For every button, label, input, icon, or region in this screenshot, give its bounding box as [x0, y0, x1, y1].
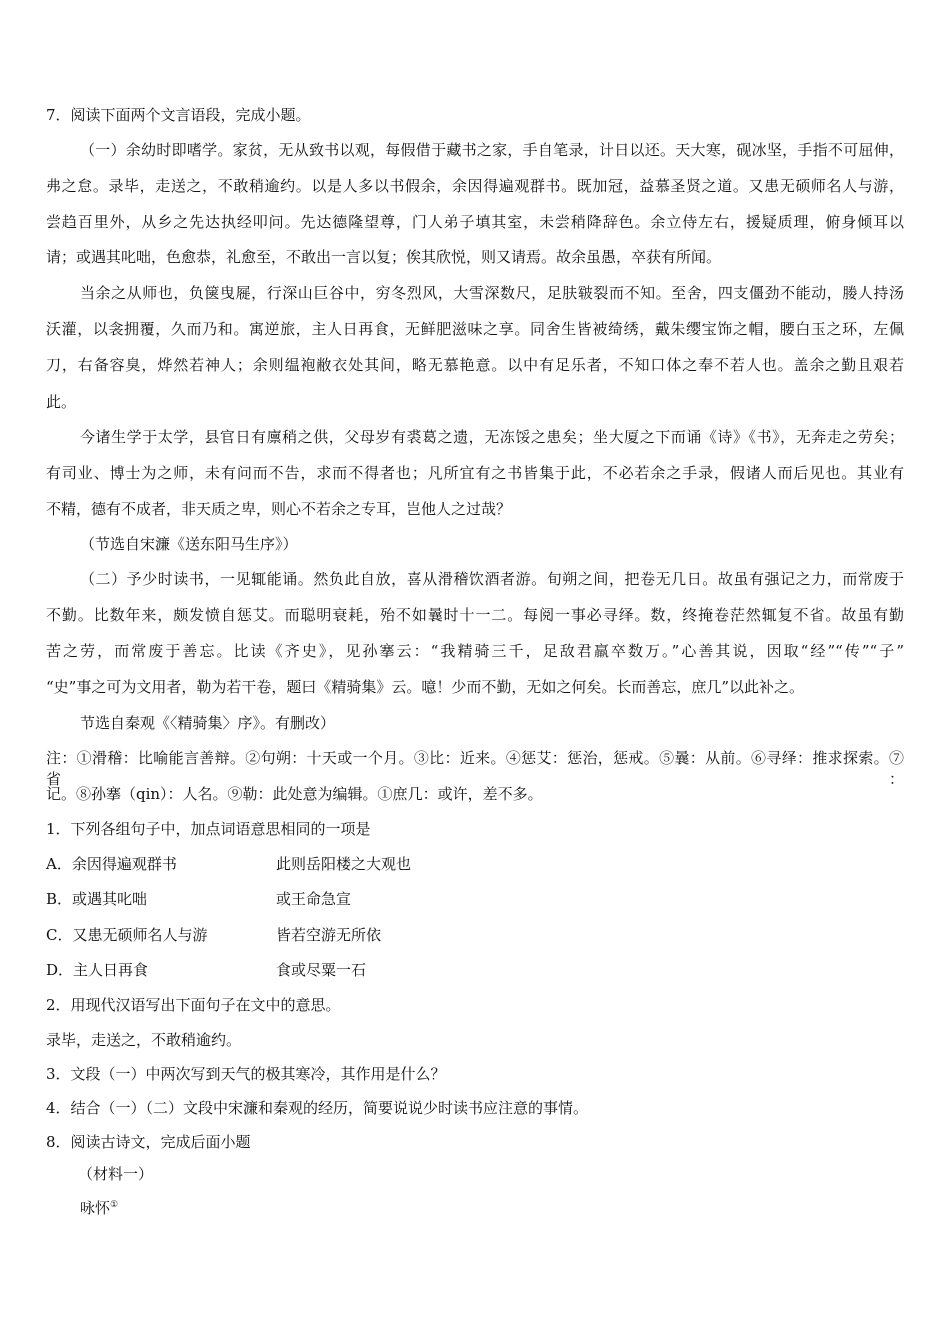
option-c-right: 皆若空游无所依: [276, 926, 382, 944]
sub-question-3: 3．文段（一）中两次写到天气的极其寒冷，其作用是什么？: [46, 1065, 446, 1083]
option-c-left: C．又患无硕师名人与游: [46, 926, 208, 944]
passage-3-line: 不精，德有不成者，非天质之卑，则心不若余之专耳，岂他人之过哉？: [46, 500, 512, 518]
passage-2-line: 刀，右备容臭，烨然若神人；余则缊袍敝衣处其间，略无慕艳意。以中有足乐者，不知口体之奉不若人也。盖余之勤且艰若: [46, 356, 904, 374]
poem-title: 咏怀: [80, 1199, 111, 1217]
option-d-right: 食或尽粟一石: [276, 961, 367, 979]
passage-3-line: 今诸生学于太学，县官日有廪稍之供，父母岁有裘葛之遗，无冻馁之患矣；坐大厦之下而诵《诗》《书》，无奔走之劳矣；: [80, 428, 904, 446]
notes-line: 记。⑧孙搴（qin）：人名。⑨勒：此处意为编辑。①庶几：或许，差不多。: [46, 785, 543, 803]
passage-4-line: 苦之劳，而常废于善忘。比读《齐史》，见孙搴云：“我精骑三千，足敌君羸卒数万。”心善其说，因取“经”“传”“子”: [46, 642, 904, 660]
option-d: [46, 959, 646, 979]
source-2: 节选自秦观《〈精骑集〉序》。有删改）: [80, 714, 336, 732]
passage-3-line: 有司业、博士为之师，未有问而不告，求而不得者也；凡所宜有之书皆集于此，不必若余之手录，假诸人而后见也。其业有: [46, 464, 904, 482]
poem-footnote-mark: ①: [110, 1200, 119, 1210]
option-c: [46, 924, 646, 944]
sub-question-2-sentence: 录毕，走送之，不敢稍逾约。: [46, 1031, 242, 1049]
poem-title-line: [80, 1197, 118, 1218]
option-b: [46, 888, 646, 908]
passage-4-line: 不勤。比数年来，颇发愤自惩艾。而聪明衰耗，殆不如曩时十一二。每阅一事必寻绎。数，终掩卷茫然辄复不省。故虽有勤: [46, 606, 904, 624]
option-a-right: 此则岳阳楼之大观也: [276, 855, 412, 873]
q8-title: 8．阅读古诗文，完成后面小题: [46, 1133, 251, 1151]
option-d-left: D．主人日再食: [46, 961, 149, 979]
material-label: （材料一）: [78, 1165, 154, 1183]
sub-question-1-stem: 1．下列各组句子中，加点词语意思相同的一项是: [46, 820, 371, 838]
option-b-right: 或王命急宣: [276, 890, 352, 908]
passage-1-line: 请；或遇其叱咄，色愈恭，礼愈至，不敢出一言以复；俟其欣悦，则又请焉。故余虽愚，卒获有所闻。: [46, 248, 722, 266]
passage-1-line: （一）余幼时即嗜学。家贫，无从致书以观，每假借于藏书之家，手自笔录，计日以还。天大寒，砚冰坚，手指不可屈伸，: [80, 141, 904, 159]
passage-4-line: “史”事之可为文用者，勒为若干卷，题曰《精骑集》云。噫！少而不勤，无如之何矣。长而善忘，庶几”以此补之。: [46, 678, 805, 696]
passage-1-line: 弗之怠。录毕，走送之，不敢稍逾约。以是人多以书假余，余因得遍观群书。既加冠，益慕圣贤之道。又患无硕师名人与游，: [46, 177, 904, 195]
notes-line: 注：①滑稽：比喻能言善辩。②句朔：十天或一个月。③比：近来。④惩艾：惩治，惩戒。⑤曩：从前。⑥寻绎：推求探索。⑦省：: [46, 749, 904, 788]
source-1: （节选自宋濂《送东阳马生序》）: [80, 535, 298, 553]
passage-1-line: 尝趋百里外，从乡之先达执经叩问。先达德隆望尊，门人弟子填其室，未尝稍降辞色。余立侍左右，援疑质理，俯身倾耳以: [46, 213, 904, 231]
option-b-left: B．或遇其叱咄: [46, 890, 148, 908]
option-a-left: A．余因得遍观群书: [46, 855, 177, 873]
q7-title: 7．阅读下面两个文言语段，完成小题。: [46, 106, 311, 124]
option-a: [46, 853, 646, 873]
sub-question-4: 4．结合（一）（二）文段中宋濂和秦观的经历，简要说说少时读书应注意的事情。: [46, 1099, 589, 1117]
passage-2-line: 沃灌，以衾拥覆，久而乃和。寓逆旅，主人日再食，无鲜肥滋味之享。同舍生皆被绮绣，戴朱缨宝饰之帽，腰白玉之环，左佩: [46, 320, 904, 338]
passage-4-line: （二）予少时读书，一见辄能诵。然负此自放，喜从滑稽饮酒者游。旬朔之间，把卷无几日。故虽有强记之力，而常废于: [80, 570, 904, 588]
sub-question-2-stem: 2．用现代汉语写出下面句子在文中的意思。: [46, 996, 341, 1014]
passage-2-line: 当余之从师也，负箧曳屣，行深山巨谷中，穷冬烈风，大雪深数尺，足肤皲裂而不知。至舍，四支僵劲不能动，媵人持汤: [80, 284, 904, 302]
passage-2-line: 此。: [46, 393, 77, 411]
